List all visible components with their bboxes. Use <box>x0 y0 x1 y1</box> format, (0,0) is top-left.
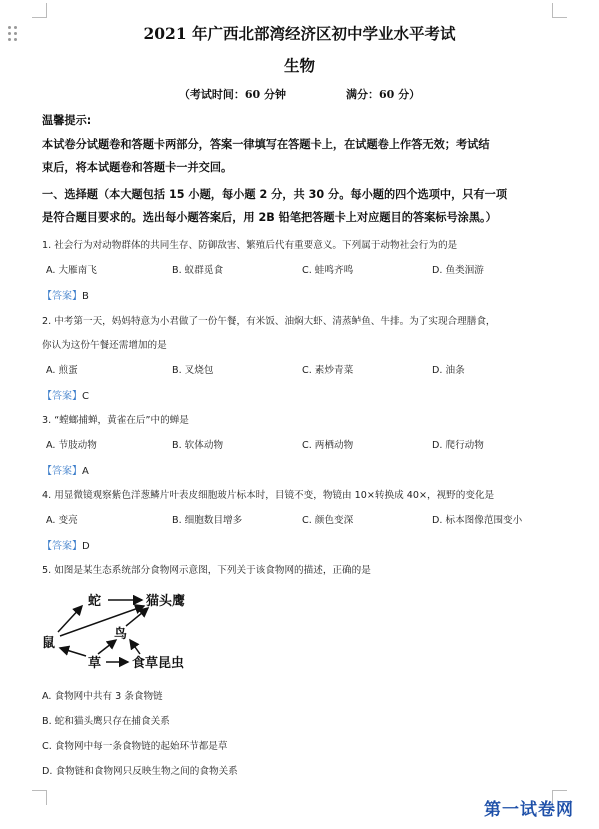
option-a: A. 煎蛋 <box>46 365 78 376</box>
food-web-diagram <box>38 588 228 678</box>
crop-mark-top-left <box>32 3 47 18</box>
section-heading: 一、选择题（本大题包括 15 小题，每小题 2 分，共 30 分。每小题的四个选项中，只有一项 <box>42 188 508 201</box>
answer-label <box>42 287 89 302</box>
answer-label <box>42 537 90 552</box>
option-a: A. 变亮 <box>46 515 78 526</box>
notice-line: 本试卷分试题卷和答题卡两部分，答案一律填写在答题卡上，在试题卷上作答无效；考试结 <box>42 138 490 151</box>
exam-time: （考试时间：60 分钟 <box>178 88 286 101</box>
question-stem: 2. 中考第一天，妈妈特意为小君做了一份午餐，有米饭、油焖大虾、清蒸鲈鱼、牛排。为了实现合理膳食， <box>42 316 496 327</box>
question-stem: 3. “螳螂捕蝉，黄雀在后”中的蝉是 <box>42 415 189 426</box>
question-stem: 5. 如图是某生态系统部分食物网示意图，下列关于该食物网的描述，正确的是 <box>42 565 371 576</box>
option-a: A. 食物网中共有 3 条食物链 <box>42 691 163 702</box>
option-a: A. 大雁南飞 <box>46 265 97 276</box>
answer-value: A <box>82 466 89 477</box>
answer-tag: 【答案】 <box>42 391 82 402</box>
notice-heading: 温馨提示: <box>42 114 92 127</box>
option-d: D. 鱼类洄游 <box>432 265 484 276</box>
option-d: D. 爬行动物 <box>432 440 484 451</box>
node-grass: 草 <box>88 656 102 671</box>
node-bird: 鸟 <box>114 627 128 642</box>
exam-title: 2021 年广西北部湾经济区初中学业水平考试 <box>143 24 456 43</box>
option-c: C. 蛙鸣齐鸣 <box>302 265 354 276</box>
option-b: B. 细胞数目增多 <box>172 515 243 526</box>
answer-label <box>42 387 89 402</box>
option-c: C. 两栖动物 <box>302 440 354 451</box>
option-b: B. 叉烧包 <box>172 365 214 376</box>
option-d: D. 食物链和食物网只反映生物之间的食物关系 <box>42 766 238 777</box>
question-stem: 你认为这份午餐还需增加的是 <box>42 340 167 351</box>
node-owl: 猫头鹰 <box>146 594 186 609</box>
answer-value: C <box>82 391 89 402</box>
option-c: C. 食物网中每一条食物链的起始环节都是草 <box>42 741 228 752</box>
site-watermark: 第一试卷网 <box>484 800 574 820</box>
section-heading: 是符合题目要求的。选出每小题答案后，用 2B 铅笔把答题卡上对应题目的答案标号涂黑。） <box>42 211 497 224</box>
question-stem: 1. 社会行为对动物群体的共同生存、防御敌害、繁殖后代有重要意义。下列属于动物社会行为的是 <box>42 240 458 251</box>
crop-mark-top-right <box>552 3 567 18</box>
option-a: A. 节肢动物 <box>46 440 97 451</box>
arrow-insect-bird <box>130 640 140 654</box>
option-d: D. 油条 <box>432 365 465 376</box>
option-b: B. 蚁群觅食 <box>172 265 224 276</box>
answer-tag: 【答案】 <box>42 466 82 477</box>
answer-value: B <box>82 291 89 302</box>
exam-info <box>0 86 599 102</box>
node-herbivorous-insect: 食草昆虫 <box>132 656 185 671</box>
answer-value: D <box>82 541 90 552</box>
option-d: D. 标本图像范围变小 <box>432 515 523 526</box>
answer-tag: 【答案】 <box>42 541 82 552</box>
notice-line: 束后，将本试题卷和答题卡一并交回。 <box>42 161 233 174</box>
node-mouse: 鼠 <box>42 636 56 651</box>
arrow-mouse-snake <box>58 606 82 632</box>
arrow-grass-bird <box>98 640 116 654</box>
option-c: C. 颜色变深 <box>302 515 354 526</box>
full-score: 满分：60 分） <box>346 88 421 101</box>
answer-tag: 【答案】 <box>42 291 82 302</box>
question-stem: 4. 用显微镜观察紫色洋葱鳞片叶表皮细胞玻片标本时，目镜不变，物镜由 10×转换成 40×，视野的变化是 <box>42 490 495 501</box>
crop-mark-bottom-left <box>32 790 47 805</box>
option-c: C. 素炒青菜 <box>302 365 354 376</box>
node-snake: 蛇 <box>88 594 102 609</box>
arrow-grass-mouse <box>60 648 86 656</box>
option-b: B. 软体动物 <box>172 440 224 451</box>
option-b: B. 蛇和猫头鹰只存在捕食关系 <box>42 716 170 727</box>
answer-label <box>42 462 89 477</box>
subject-title: 生物 <box>283 56 315 75</box>
